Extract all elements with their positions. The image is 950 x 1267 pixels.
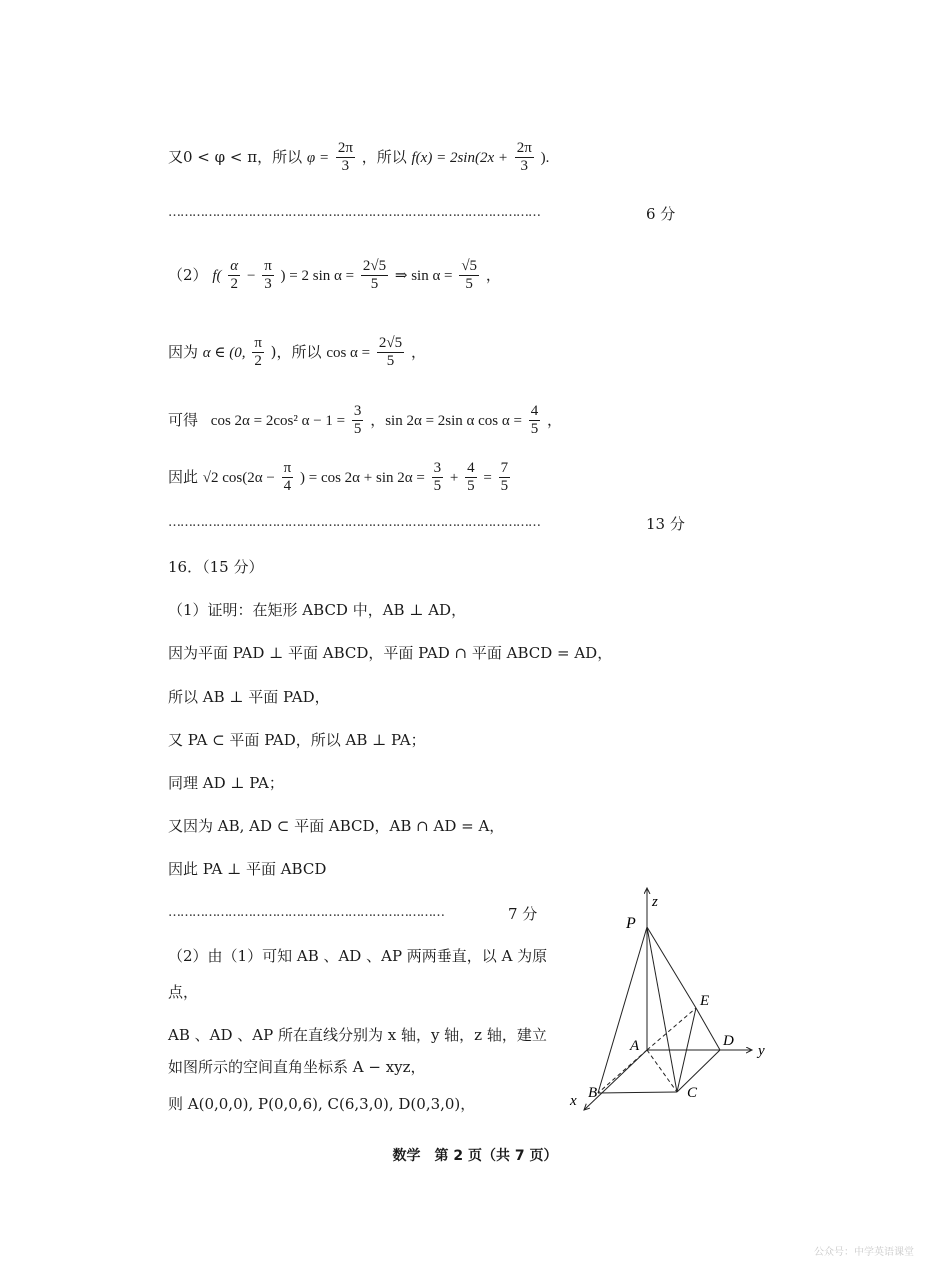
part2-line-1 [168, 258, 501, 294]
pyramid-figure [560, 880, 790, 1120]
r3-num: 7 [499, 460, 511, 478]
close-text: )，所以 [270, 342, 322, 361]
pi-third-fraction [262, 258, 274, 294]
q16-line-7: 因此 PA ⊥ 平面 ABCD [168, 860, 327, 878]
part2-line-2 [168, 335, 426, 371]
sin2a-fraction [529, 403, 541, 439]
q16-line-1: （1）证明：在矩形 ABCD 中，AB ⊥ AD， [168, 601, 467, 619]
cos2a-den: 5 [353, 421, 362, 438]
cos-alpha: cos α = [326, 344, 371, 361]
phi-value-text: φ = [306, 149, 330, 166]
line-end: ， [485, 265, 501, 284]
r3-fraction [499, 460, 511, 496]
x-axis [584, 1050, 647, 1110]
alpha-half-num: α [228, 258, 240, 276]
f-fraction-num: 2π [515, 140, 534, 158]
so-text: ，所以 [361, 147, 407, 166]
edge-ac-dashed [647, 1050, 677, 1092]
label-z: z [652, 894, 658, 910]
f-fraction-den: 3 [520, 158, 529, 175]
cos-num: 2√5 [377, 335, 404, 353]
part2-line-4 [168, 460, 512, 496]
rhs-expr: ) = cos 2α + sin 2α = [299, 469, 425, 486]
f-open: f( [212, 267, 222, 284]
label-c: C [687, 1085, 698, 1101]
r1-num: 3 [432, 460, 444, 478]
value1-den: 5 [370, 276, 379, 293]
r2-den: 5 [467, 478, 475, 495]
q16-line-3: 所以 AB ⊥ 平面 PAD， [168, 688, 330, 706]
equals-sign: = [483, 469, 492, 486]
r1-fraction [432, 460, 444, 496]
phi-fraction [336, 140, 355, 176]
because-text: 因为 [168, 342, 199, 361]
watermark: 公众号：中学英语课堂 [814, 1247, 914, 1258]
sin2a-num: 4 [529, 403, 541, 421]
sin2a-expr: ，sin 2α = 2sin α cos α = [370, 412, 522, 429]
score-13: 13 分 [646, 515, 685, 533]
score-6-dots: ………………………………………………………………………………… [168, 205, 540, 220]
value1-fraction [361, 258, 388, 294]
sin2a-end: ， [547, 410, 563, 429]
sin2a-den: 5 [530, 421, 539, 438]
label-p: P [626, 915, 636, 932]
r2-fraction [465, 460, 477, 496]
alpha-half-den: 2 [230, 276, 238, 293]
q16-line-4: 又 PA ⊂ 平面 PAD，所以 AB ⊥ PA； [168, 731, 426, 749]
part2-label: （2） [168, 265, 208, 284]
value1-num: 2√5 [361, 258, 388, 276]
r2-num: 4 [465, 460, 477, 478]
score-7-dots: …………………………………………………………… [168, 905, 444, 920]
f-end-text: ). [540, 149, 550, 166]
half-pi-den: 2 [254, 353, 262, 370]
half-pi-num: π [252, 335, 264, 353]
r1-den: 5 [433, 478, 442, 495]
edge-ae-dashed [647, 1008, 696, 1050]
value2-den: 5 [465, 276, 473, 293]
pi-third-num: π [262, 258, 274, 276]
score-6: 6 分 [646, 205, 676, 223]
q16-line-5: 同理 AD ⊥ PA； [168, 774, 284, 792]
label-e: E [700, 993, 710, 1009]
score-7: 7 分 [508, 905, 538, 923]
f-fraction [515, 140, 534, 176]
sqrt2-expr: √2 cos(2α − [202, 469, 275, 486]
value2-fraction [459, 258, 479, 294]
cos-fraction [377, 335, 404, 371]
plus-sign: + [449, 469, 459, 486]
q16-part2-line-4: 如图所示的空间直角坐标系 A − xyz， [168, 1058, 426, 1076]
phi-range-text: 又0 < φ < π，所以 [168, 147, 303, 166]
value2-num: √5 [459, 258, 479, 276]
edge-bc [598, 1092, 677, 1093]
cos2a-expr: cos 2α = 2cos² α − 1 = [210, 412, 346, 429]
edge-ed [696, 1008, 720, 1050]
f-expr-text: f(x) = 2sin(2x + [411, 149, 508, 166]
alpha-in: α ∈ (0, [202, 344, 246, 361]
q16-part2-line-2: 点， [168, 983, 199, 1001]
quarter-pi-num: π [282, 460, 294, 478]
therefore-text: 因此 [168, 467, 199, 486]
q16-part2-line-1: （2）由（1）可知 AB 、AD 、AP 两两垂直，以 A 为原 [168, 947, 548, 965]
quarter-pi-den: 4 [283, 478, 292, 495]
phi-conclusion-line [168, 140, 549, 176]
q16-part2-line-3: AB 、AD 、AP 所在直线分别为 x 轴，y 轴，z 轴，建立 [168, 1026, 547, 1044]
phi-fraction-num: 2π [336, 140, 355, 158]
alpha-half-fraction [228, 258, 240, 294]
label-x: x [570, 1093, 577, 1109]
minus-sign: − [246, 267, 256, 284]
score-13-dots: ………………………………………………………………………………… [168, 515, 540, 530]
q16-title: 16．（15 分） [168, 558, 264, 576]
edge-pb [598, 927, 647, 1093]
q16-line-2: 因为平面 PAD ⊥ 平面 ABCD，平面 PAD ∩ 平面 ABCD = AD， [168, 644, 613, 662]
q16-part2-line-5: 则 A(0,0,0), P(0,0,6), C(6,3,0), D(0,3,0)， [168, 1095, 476, 1113]
phi-fraction-den: 3 [341, 158, 350, 175]
pi-third-den: 3 [264, 276, 272, 293]
r3-den: 5 [500, 478, 509, 495]
implies-sin: ⇒ sin α = [394, 267, 453, 284]
cos-den: 5 [386, 353, 395, 370]
part2-line-3 [168, 403, 562, 439]
quarter-pi-fraction [282, 460, 294, 496]
q16-line-6: 又因为 AB, AD ⊂ 平面 ABCD，AB ∩ AD = A， [168, 817, 505, 835]
cos2a-num: 3 [352, 403, 364, 421]
label-y: y [758, 1043, 765, 1059]
can-get-text: 可得 [168, 410, 199, 429]
cos2a-fraction [352, 403, 364, 439]
page-footer: 数学 第 2 页（共 7 页） [392, 1148, 558, 1164]
cos-end: ， [410, 342, 426, 361]
edge-ab-dashed [598, 1050, 647, 1093]
label-a: A [630, 1038, 640, 1054]
eq-2sin: ) = 2 sin α = [280, 267, 355, 284]
edge-cd [677, 1050, 720, 1092]
half-pi-fraction [252, 335, 264, 371]
label-b: B [588, 1085, 598, 1101]
label-d: D [723, 1033, 734, 1049]
